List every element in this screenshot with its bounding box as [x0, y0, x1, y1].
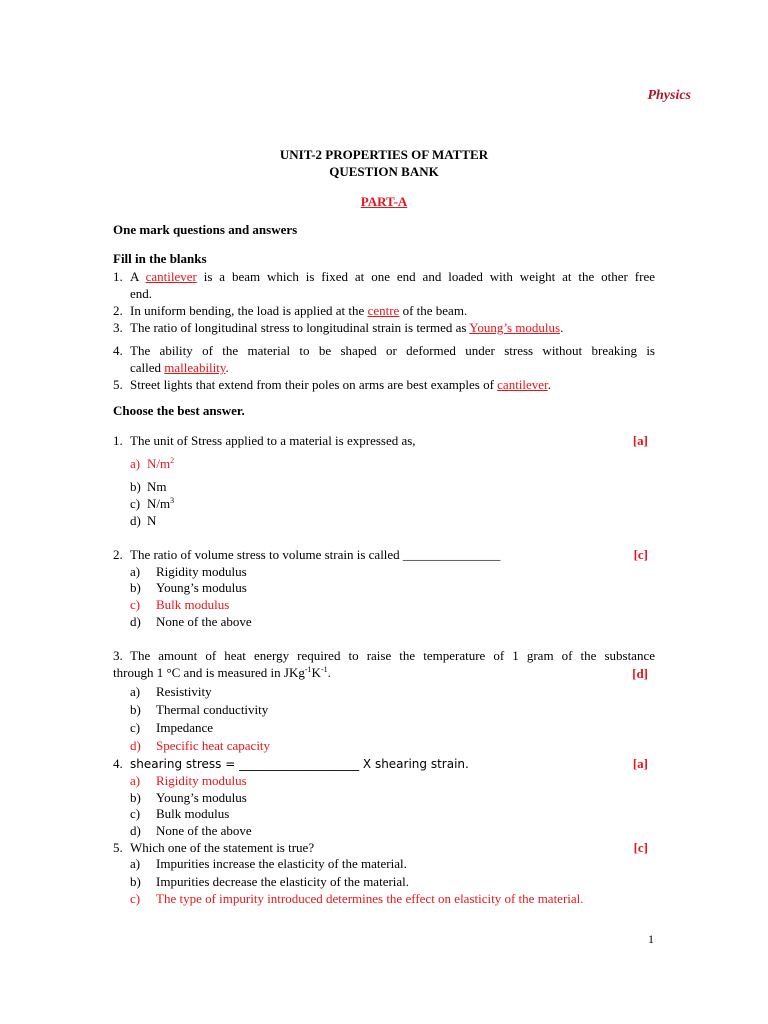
- q3-option-c: c) Impedance: [130, 720, 214, 735]
- fill-answer-5: cantilever: [497, 377, 548, 392]
- question-1: 1. The unit of Stress applied to a material is expressed as,: [113, 433, 416, 448]
- q4-option-c: c) Bulk modulus: [130, 806, 230, 821]
- question-3: 3. The amount of heat energy required to raise the temperature of 1 gram of the substance: [113, 648, 655, 663]
- q5-option-c: c) The type of impurity introduced determines the effect on elasticity of the material.: [130, 891, 584, 906]
- fill-item-4-cont: called malleability.: [130, 360, 229, 375]
- question-bank-title: QUESTION BANK: [329, 164, 439, 179]
- q3-option-a: a) Resistivity: [130, 684, 212, 699]
- fill-item-5: 5. Street lights that extend from their poles on arms are best examples of cantilever.: [113, 377, 551, 392]
- q3-option-b: b) Thermal conductivity: [130, 702, 269, 717]
- q5-option-a: a) Impurities increase the elasticity of the material.: [130, 856, 407, 871]
- q1-option-d: d) N: [130, 513, 157, 528]
- fill-blanks-heading: Fill in the blanks: [113, 251, 207, 266]
- question-3-answer: [d]: [632, 666, 648, 681]
- q4-option-d: d) None of the above: [130, 823, 252, 838]
- q2-option-d: d) None of the above: [130, 614, 252, 629]
- question-3-cont: through 1 °C and is measured in $JKg^{-1}K^{-1}$.: [113, 665, 331, 680]
- question-5-answer: [c]: [633, 840, 648, 855]
- q4-option-b: b) Young’s modulus: [130, 790, 247, 805]
- fill-answer-3: Young’s modulus: [469, 320, 561, 335]
- q4-option-a: a) Rigidity modulus: [130, 773, 247, 788]
- fill-item-1-cont: end.: [130, 286, 153, 301]
- q1-option-a: a) $N/m^2$: [130, 456, 175, 471]
- question-4-answer: [a]: [632, 756, 648, 771]
- page-number: 1: [648, 932, 654, 946]
- header-subject: Physics: [647, 88, 691, 103]
- fill-answer-2: centre: [367, 303, 400, 318]
- choose-heading: Choose the best answer.: [113, 403, 245, 418]
- question-1-answer: [a]: [632, 433, 648, 448]
- section-heading: One mark questions and answers: [113, 222, 298, 237]
- q1-option-b: b) Nm: [130, 479, 167, 494]
- question-5: 5. Which one of the statement is true?: [113, 840, 315, 855]
- fill-item-3: 3. The ratio of longitudinal stress to longitudinal strain is termed as Young’s modulus.: [113, 320, 564, 335]
- fill-item-4: 4. The ability of the material to be shaped or deformed under stress without breaking is: [113, 343, 655, 358]
- fill-answer-1: cantilever: [145, 269, 197, 284]
- fill-item-2: 2. In uniform bending, the load is applied at the centre of the beam.: [113, 303, 468, 318]
- q2-option-a: a) Rigidity modulus: [130, 564, 247, 579]
- q5-option-b: b) Impurities decrease the elasticity of the material.: [130, 874, 410, 889]
- fill-answer-4: malleability: [164, 360, 226, 375]
- q2-option-c: c) Bulk modulus: [130, 597, 230, 612]
- q3-option-d: d) Specific heat capacity: [130, 738, 271, 753]
- question-2: 2. The ratio of volume stress to volume strain is called _______________: [113, 547, 501, 562]
- q1-option-c: c) $N/m^3$: [130, 496, 175, 511]
- q2-option-b: b) Young’s modulus: [130, 580, 247, 595]
- unit-title: UNIT-2 PROPERTIES OF MATTER: [279, 147, 489, 162]
- fill-item-1: 1. A cantilever is a beam which is fixed at one end and loaded with weight at the other free: [113, 269, 655, 284]
- question-2-answer: [c]: [633, 547, 648, 562]
- question-4: 4. shearing stress = ____________________ X shearing strain.: [113, 756, 469, 771]
- part-title: PART-A: [360, 194, 408, 209]
